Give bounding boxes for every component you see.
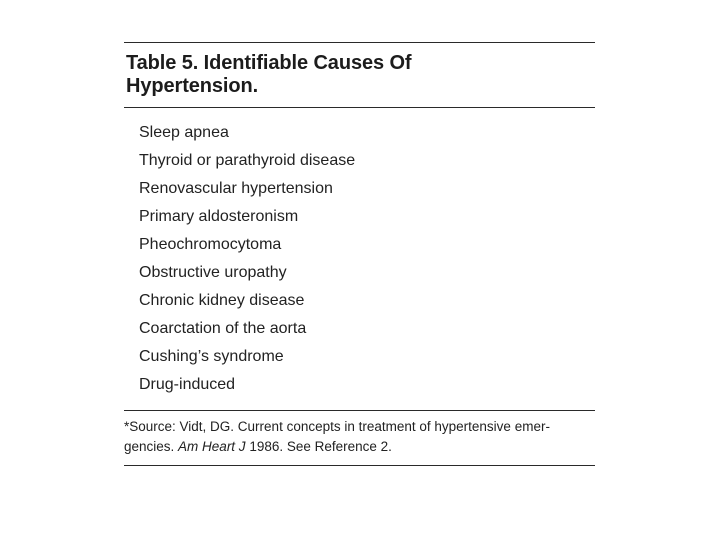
footnote-journal: Am Heart J [178, 439, 246, 454]
list-item: Chronic kidney disease [139, 292, 305, 309]
table-title [124, 52, 595, 98]
footnote-line-2 [124, 437, 595, 457]
list-divider [124, 410, 595, 411]
list-item: Pheochromocytoma [139, 236, 282, 253]
causes-list [124, 108, 595, 399]
top-rule [124, 42, 595, 43]
table-container [124, 42, 595, 466]
footnote-line-1: *Source: Vidt, DG. Current concepts in treatment of hypertensive emer- [124, 419, 550, 434]
list-item: Primary aldosteronism [139, 208, 299, 225]
list-item: Sleep apnea [139, 124, 229, 141]
list-item: Coarctation of the aorta [139, 320, 307, 337]
source-footnote [124, 417, 595, 457]
list-item: Obstructive uropathy [139, 264, 287, 281]
list-item: Thyroid or parathyroid disease [139, 152, 356, 169]
bottom-rule [124, 465, 595, 466]
list-item: Cushing’s syndrome [139, 348, 284, 365]
list-item: Drug-induced [139, 376, 236, 393]
table-title-line-1: Table 5. Identifiable Causes Of [126, 52, 412, 74]
table-title-line-2: Hypertension. [126, 75, 259, 97]
footnote-line-2-prefix: gencies. [124, 439, 179, 454]
footnote-line-2-suffix: 1986. See Reference 2. [245, 439, 392, 454]
list-item: Renovascular hypertension [139, 180, 333, 197]
